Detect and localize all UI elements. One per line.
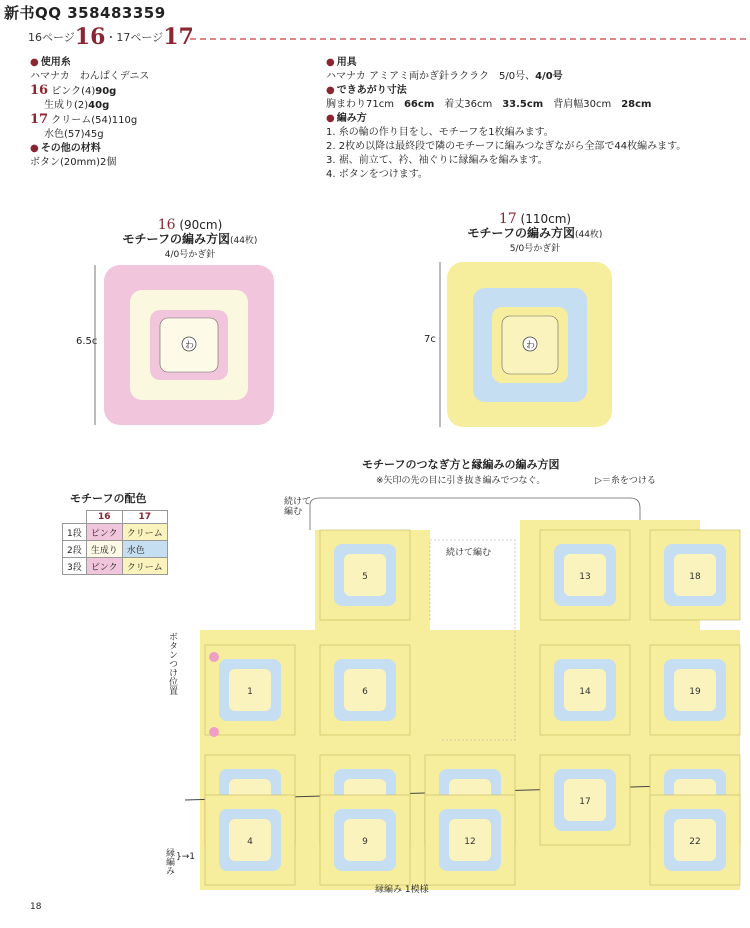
motif16-side-label: 6.5c xyxy=(76,336,98,347)
assembly-title: モチーフのつなぎ方と縁編みの編み方図 xyxy=(362,458,560,471)
page-ref-a: 16ページ xyxy=(28,31,75,44)
edge-label: 縁編み xyxy=(164,848,174,875)
page-number: 18 xyxy=(30,902,42,912)
button-marker xyxy=(209,727,219,737)
yarn-17-line1: 17 クリーム(54)110g xyxy=(30,112,138,127)
motif-number: 22 xyxy=(689,837,701,847)
assembly-motif xyxy=(425,795,515,885)
method-step-1: 1. 糸の輪の作り目をし、モチーフを1枚編みます。 xyxy=(326,127,554,138)
separator: ・ xyxy=(105,31,117,44)
button-position-label: ボタンつけ位置 xyxy=(167,632,177,695)
size-heading: ● できあがり寸法 xyxy=(326,84,736,98)
method-step-3: 3. 裾、前立て、衿、袖ぐりに縁編みを編みます。 xyxy=(326,155,548,166)
assembly-motif xyxy=(540,645,630,735)
pattern-number-b: 17 xyxy=(163,24,194,50)
table-row: 1段 ピンク クリーム xyxy=(63,524,168,541)
motif-number: 12 xyxy=(464,837,476,847)
motif16-title: 16 (90cm) モチーフの編み方図(44枚) 4/0号かぎ針 xyxy=(122,217,258,260)
assembly-motif xyxy=(320,645,410,735)
yarn-brand: ハマナカ わんぱくデニス xyxy=(30,71,150,82)
motif17-title: 17 (110cm) モチーフの編み方図(44枚) 5/0号かぎ針 xyxy=(467,211,603,254)
method-heading: ● 編み方 xyxy=(326,112,736,126)
motif-number: 18 xyxy=(689,572,701,582)
assembly-motif xyxy=(205,795,295,885)
table-row: 3段 ピンク クリーム xyxy=(63,558,168,575)
assembly-motif xyxy=(650,530,740,620)
colortable-title: モチーフの配色 xyxy=(70,492,147,505)
method-step-4: 4. ボタンをつけます。 xyxy=(326,169,428,180)
other-text: ボタン(20mm)2個 xyxy=(30,157,117,168)
assembly-motif xyxy=(540,755,630,845)
size-text: 胸まわり71cm 66cm 着丈36cm 33.5cm 背肩幅30cm 28cm xyxy=(326,99,652,110)
page-ref-b: 17ページ xyxy=(116,31,164,44)
assembly-motif xyxy=(320,795,410,885)
button-marker xyxy=(209,652,219,662)
table-row: 2段 生成り 水色 xyxy=(63,541,168,558)
edge-row-label: }→1 xyxy=(176,852,196,862)
assembly-motif xyxy=(650,795,740,885)
motif17-side-label: 7c xyxy=(424,334,436,345)
motif-number: 17 xyxy=(579,797,591,807)
assembly-motif xyxy=(540,530,630,620)
qq-text: 新书QQ 358483359 xyxy=(4,4,166,22)
tools-heading: ● 用具 xyxy=(326,56,736,70)
motif-number: 1 xyxy=(247,687,253,697)
yarn-17-line2: 水色(57)45g xyxy=(44,129,104,140)
motif-number: 4 xyxy=(247,837,253,847)
motif-number: 6 xyxy=(362,687,368,697)
motif-number: 5 xyxy=(362,572,368,582)
yarn-16-line1: 16 ピンク(4)90g xyxy=(30,83,117,98)
pattern-number-a: 16 xyxy=(74,24,106,50)
continue-label-2: 続けて編む xyxy=(446,548,492,558)
yarn-16-line2: 生成り(2)40g xyxy=(44,100,110,111)
motif-number: 13 xyxy=(579,572,591,582)
assembly-note: ※矢印の先の目に引き抜き編みでつなぐ。 xyxy=(376,476,546,486)
assembly-legend: ▷＝糸をつける xyxy=(595,476,656,486)
motif-number: 9 xyxy=(362,837,368,847)
motif-number: 19 xyxy=(689,687,701,697)
tools-text: ハマナカ アミアミ両かぎ針ラクラク 5/0号、4/0号 xyxy=(326,71,563,82)
yarn-heading: ● 使用糸 xyxy=(30,56,310,70)
motif17-center: わ xyxy=(526,341,536,351)
motif16-center: わ xyxy=(185,341,195,351)
motif-number: 14 xyxy=(579,687,591,697)
continue-label-1: 続けて編む xyxy=(284,497,312,517)
color-table: 16 17 1段 ピンク クリーム 2段 生成り 水色 3段 ピンク クリーム xyxy=(62,510,168,575)
edge-repeat-label: 縁編み 1模様 xyxy=(375,885,429,895)
assembly-motif xyxy=(320,530,410,620)
other-heading: ● その他の材料 xyxy=(30,142,310,156)
method-step-2: 2. 2枚め以降は最終段で隣のモチーフに編みつなぎながら全部で44枚編みます。 xyxy=(326,141,687,152)
assembly-motif xyxy=(650,645,740,735)
